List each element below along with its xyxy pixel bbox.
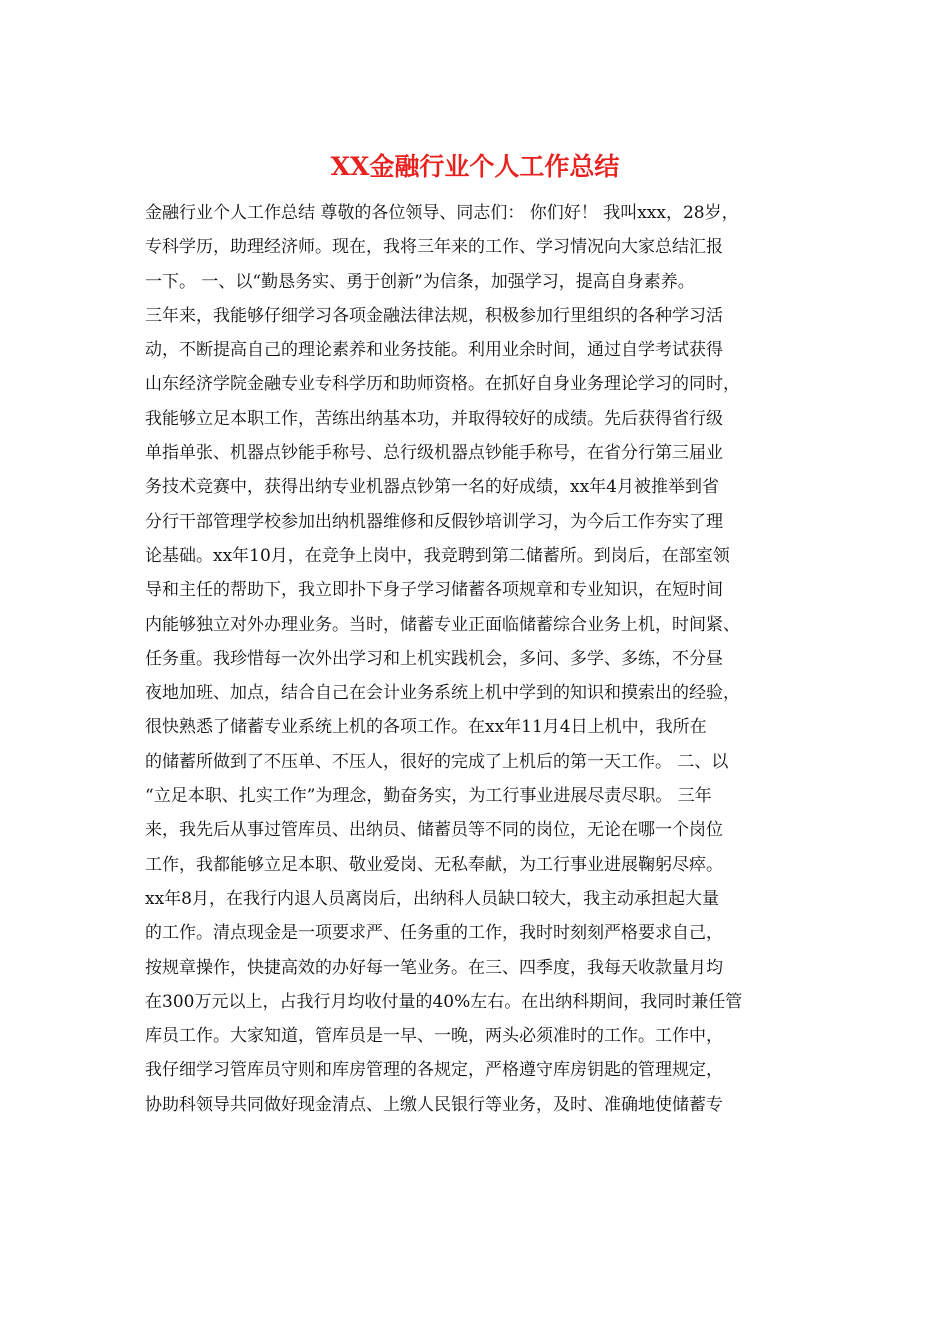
body-line: 很快熟悉了储蓄专业系统上机的各项工作。在xx年11月4日上机中，我所在: [145, 717, 707, 738]
document-title: XX金融行业个人工作总结: [330, 152, 620, 181]
body-line: 分行干部管理学校参加出纳机器维修和反假钞培训学习，为今后工作夯实了理: [145, 511, 723, 532]
body-line: 的工作。清点现金是一项要求严、任务重的工作，我时时刻刻严格要求自己，: [145, 923, 723, 944]
body-line: 来，我先后从事过管库员、出纳员、储蓄员等不同的岗位，无论在哪一个岗位: [145, 820, 723, 841]
body-line: 的储蓄所做到了不压单、不压人，很好的完成了上机后的第一天工作。 二、以: [145, 751, 729, 772]
body-line: 我能够立足本职工作，苦练出纳基本功，并取得较好的成绩。先后获得省行级: [145, 408, 723, 429]
body-line: 按规章操作，快捷高效的办好每一笔业务。在三、四季度，我每天收款量月均: [145, 957, 723, 978]
body-line: 单指单张、机器点钞能手称号、总行级机器点钞能手称号，在省分行第三届业: [145, 443, 723, 464]
body-line: 动，不断提高自己的理论素养和业务技能。利用业余时间，通过自学考试获得: [145, 340, 723, 361]
body-line: 一下。 一、以“勤恳务实、勇于创新”为信条，加强学习，提高自身素养。: [145, 271, 695, 292]
body-line: 夜地加班、加点，结合自己在会计业务系统上机中学到的知识和摸索出的经验，: [145, 683, 740, 704]
body-line: 三年来，我能够仔细学习各项金融法律法规，积极参加行里组织的各种学习活: [145, 305, 723, 326]
body-line: 我仔细学习管库员守则和库房管理的各规定，严格遵守库房钥匙的管理规定，: [145, 1060, 723, 1081]
body-line: 内能够独立对外办理业务。当时，储蓄专业正面临储蓄综合业务上机，时间紧、: [145, 614, 740, 635]
body-line: 任务重。我珍惜每一次外出学习和上机实践机会，多问、多学、多练，不分昼: [145, 648, 723, 669]
body-line: “立足本职、扎实工作”为理念，勤奋务实，为工行事业进展尽责尽职。 三年: [145, 786, 712, 807]
body-line: 导和主任的帮助下，我立即扑下身子学习储蓄各项规章和专业知识，在短时间: [145, 580, 723, 601]
body-line: xx年8月，在我行内退人员离岗后，出纳科人员缺口较大，我主动承担起大量: [145, 888, 719, 909]
body-line: 论基础。xx年10月，在竞争上岗中，我竞聘到第二储蓄所。到岗后，在部室领: [145, 545, 730, 566]
body-line: 协助科领导共同做好现金清点、上缴人民银行等业务，及时、准确地使储蓄专: [145, 1094, 723, 1115]
body-line: 山东经济学院金融专业专科学历和助师资格。在抓好自身业务理论学习的同时，: [145, 374, 740, 395]
body-line: 库员工作。大家知道，管库员是一早、一晚，两头必须准时的工作。工作中，: [145, 1026, 723, 1047]
body-line: 工作，我都能够立足本职、敬业爱岗、无私奉献，为工行事业进展鞠躬尽瘁。: [145, 854, 723, 875]
body-line: 金融行业个人工作总结 尊敬的各位领导、同志们： 你们好！ 我叫xxx，28岁，: [145, 203, 739, 223]
body-line: 务技术竞赛中，获得出纳专业机器点钞第一名的好成绩，xx年4月被推举到省: [145, 477, 719, 498]
body-line: 在300万元以上，占我行月均收付量的40%左右。在出纳科期间，我同时兼任管: [145, 991, 743, 1012]
document-body: [145, 196, 815, 1122]
body-line: 专科学历，助理经济师。现在，我将三年来的工作、学习情况向大家总结汇报: [145, 237, 723, 258]
